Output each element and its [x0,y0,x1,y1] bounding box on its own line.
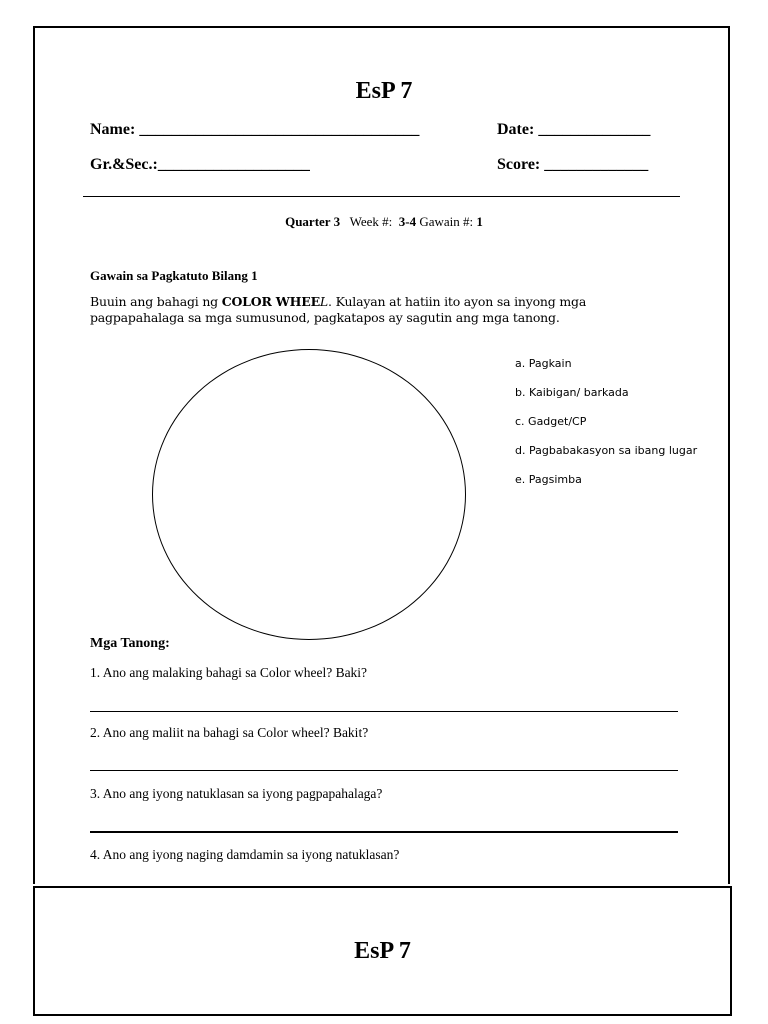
instruction-before: Buuin ang bahagi ng [90,294,222,309]
activity-instruction [90,294,610,326]
choice-item: b. Kaibigan/ barkada [515,386,629,399]
gawain-label: Gawain #: [419,214,474,229]
answer-line-2[interactable] [90,770,678,771]
instruction-after: . Kulayan at hatiin ito ayon sa inyong mga pagpapahalaga sa mga sumusunod, pagkatapos ay sagutin ang mga tanong. [90,294,587,325]
instruction-italic: L [319,294,329,309]
grade-section-field: Gr.&Sec.:___________________ [90,156,310,173]
choice-item: a. Pagkain [515,357,572,370]
quarter-label: Quarter 3 [285,214,341,229]
choices-list [515,355,697,500]
next-page-title: EsP 7 [354,938,411,964]
instruction-bold: COLOR WHEE [221,294,320,309]
questions-heading: Mga Tanong: [90,636,170,651]
date-field: Date: ______________ [497,121,651,138]
quarter-line [0,214,768,230]
question-3: 3. Ano ang iyong natuklasan sa iyong pagpapahalaga? [90,786,383,801]
choice-item: e. Pagsimba [515,473,582,486]
name-field: Name: ___________________________________ [90,121,420,138]
header-divider [83,196,680,197]
gawain-value: 1 [476,214,483,229]
question-4: 4. Ano ang iyong naging damdamin sa iyong natuklasan? [90,847,400,862]
answer-line-3[interactable] [90,831,678,833]
week-label: Week #: [349,214,393,229]
activity-title: Gawain sa Pagkatuto Bilang 1 [90,268,258,283]
score-field: Score: _____________ [497,156,649,173]
choice-item: c. Gadget/CP [515,415,587,428]
question-2: 2. Ano ang maliit na bahagi sa Color wheel? Bakit? [90,725,369,740]
page-title: EsP 7 [355,78,413,104]
next-page-frame [33,886,732,1016]
color-wheel-circle[interactable] [152,349,466,640]
question-1: 1. Ano ang malaking bahagi sa Color wheel? Baki? [90,665,368,680]
answer-line-1[interactable] [90,711,678,712]
week-value: 3-4 [398,214,417,229]
choice-item: d. Pagbabakasyon sa ibang lugar [515,444,698,457]
